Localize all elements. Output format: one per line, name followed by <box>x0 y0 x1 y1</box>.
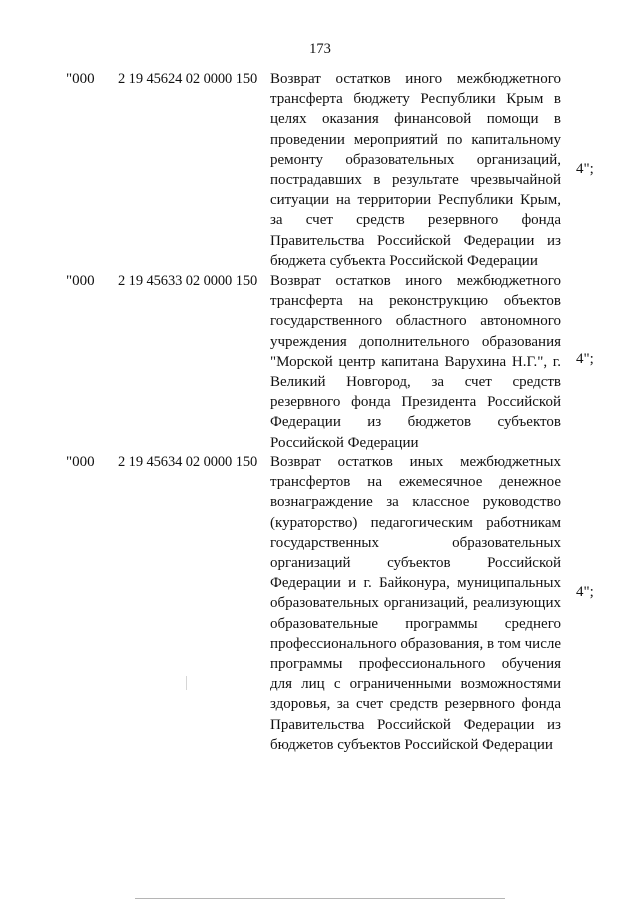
row-prefix: "000 <box>66 273 95 289</box>
row-suffix: 4"; <box>576 351 594 367</box>
row-description: Возврат остатков иного межбюджетного трансферта бюджету Республики Крым в целях оказания финансовой помощи в проведении мероприятий по капитальному ремонту образовательных организаций, пострадавших в результате чрезвычайной ситуации на территории Республики Крым, за счет средств резервного фонда Правительства Российской Федерации из бюджета субъекта Российской Федерации <box>270 71 561 269</box>
row-suffix: 4"; <box>576 584 594 600</box>
row-description: Возврат остатков иного межбюджетного трансферта на реконструкцию объектов государственного областного автономного учреждения дополнительного образования "Морской центр капитана Варухина Н.Г.", г. Великий Новгород, за счет средств резервного фонда Президента Российской Федерации из бюджетов субъектов Российской Федерации <box>270 273 561 451</box>
budget-code: 2 19 45624 02 0000 150 <box>118 71 258 87</box>
row-prefix: "000 <box>66 454 95 470</box>
row-suffix: 4"; <box>576 161 594 177</box>
scan-artifact <box>186 676 187 690</box>
row-description: Возврат остатков иных межбюджетных трансфертов на ежемесячное денежное вознаграждение за классное руководство (кураторство) педагогическим работникам государственных образовательных организаций субъектов Российской Федерации и г. Байконура, муниципальных образовательных организаций, реализующих образовательные программы среднего профессионального образования, в том числе программы профессионального обучения для лиц с ограниченными возможностями здоровья, за счет средств резервного фонда Правительства Российской Федерации из бюджетов субъектов Российской Федерации <box>270 454 561 753</box>
page-number: 173 <box>309 41 331 57</box>
budget-code: 2 19 45633 02 0000 150 <box>118 273 258 289</box>
scan-edge-line <box>135 898 505 899</box>
row-prefix: "000 <box>66 71 95 87</box>
budget-code: 2 19 45634 02 0000 150 <box>118 454 258 470</box>
